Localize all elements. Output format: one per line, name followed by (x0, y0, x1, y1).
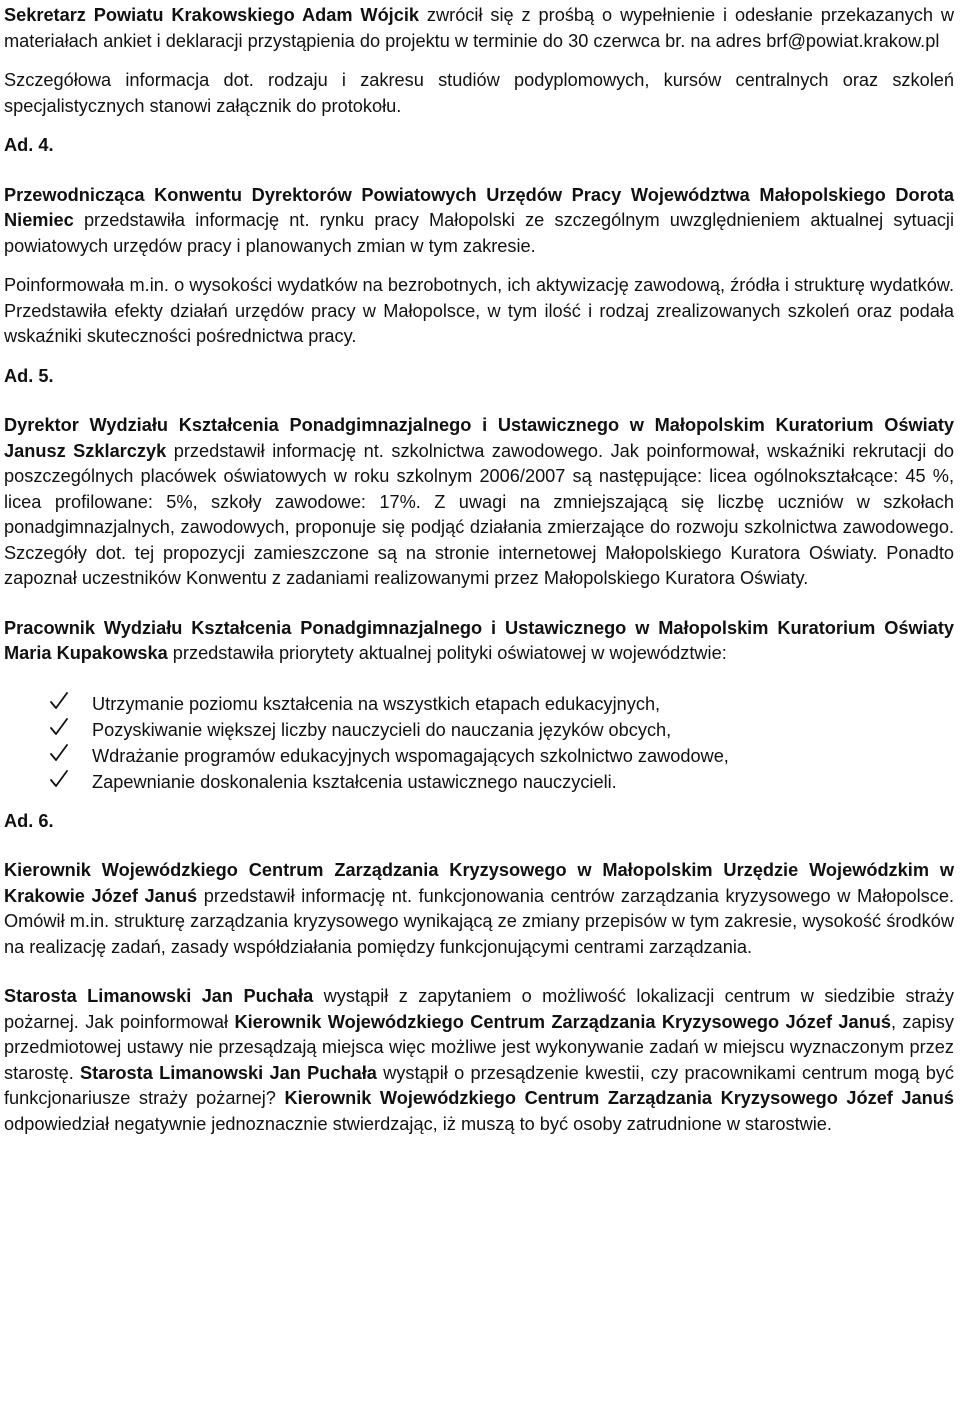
speaker-name: Starosta Limanowski Jan Puchała (80, 1062, 377, 1083)
paragraph-text: zwrócił się z prośbą o wypełnienie i odesłanie przekazanych w materiałach ankiet i deklaracji przystąpienia do projektu w terminie do 30 czerwca br. na adres brf@powiat.krakow.pl (4, 5, 954, 51)
paragraph-discussion (4, 984, 954, 1137)
checkmark-icon (50, 717, 72, 741)
paragraph-crisis-management (4, 858, 954, 960)
paragraph-details: Szczegółowa informacja dot. rodzaju i zakresu studiów podyplomowych, kursów centralnych oraz szkoleń specjalistycznych stanowi załącznik do protokołu. (4, 70, 954, 116)
list-item (50, 691, 954, 717)
speaker-name: Starosta Limanowski Jan Puchała (4, 986, 314, 1006)
paragraph-text: przedstawił informację nt. szkolnictwa zawodowego. Jak poinformował, wskaźniki rekrutacji do poszczególnych placówek oświatowych w roku szkolnym 2006/2007 są następujące: licea ogólnokształcące: 45 %, licea profilowane: 5%, szkoły zawodowe: 17%. Z uwagi na zmniejszającą się liczbę uczniów w szkołach ponadgimnazjalnych, zawodowych, proponuje się podjąć działania zmierzające do rozwoju szkolnictwa zawodowego. Szczegóły dot. tej propozycji zamieszczone są na stronie internetowej Małopolskiego Kuratora Oświaty. Ponadto zapoznał uczestników Konwentu z zadaniami realizowanymi przez Małopolskiego Kuratora Oświaty. (4, 440, 954, 588)
paragraph-text: , zapisy przedmiotowej ustawy nie przesądzają miejsca więc możliwe jest wykonywanie zadań w miejscu wyznaczonym przez starostę. (4, 1011, 954, 1083)
paragraph-text: przedstawiła informację nt. rynku pracy Małopolski ze szczególnym uwzględnieniem aktualnej sytuacji powiatowych urzędów pracy i planowanych zmian w tym zakresie. (4, 210, 954, 256)
paragraph-text: przedstawiła priorytety aktualnej polityki oświatowej w województwie: (167, 643, 727, 663)
paragraph-text: wystąpił o przesądzenie kwestii, czy pracownikami centrum mogą być funkcjonariusze straży pożarnej? (4, 1062, 955, 1108)
list-item-text: Utrzymanie poziomu kształcenia na wszystkich etapach edukacyjnych, (92, 693, 661, 714)
list-item-text: Wdrażanie programów edukacyjnych wspomagających szkolnictwo zawodowe, (92, 745, 729, 766)
list-item (50, 743, 954, 769)
speaker-name: Dyrektor Wydziału Kształcenia Ponadgimnazjalnego i Ustawicznego w Małopolskim Kuratorium Oświaty Janusz Szklarczyk (4, 415, 954, 461)
paragraph-text: przedstawił informację nt. funkcjonowania centrów zarządzania kryzysowego w Małopolsce. Omówił m.in. strukturę zarządzania kryzysowego wynikającą ze zmiany przepisów w tym zakresie, wysokość środków na realizację zadań, zasady współdziałania pomiędzy funkcjonującymi centrami zarządzania. (4, 885, 955, 957)
section-heading-ad4: Ad. 4. (4, 135, 54, 155)
list-item-text: Pozyskiwanie większej liczby nauczycieli do nauczania języków obcych, (92, 719, 672, 740)
list-item (50, 769, 954, 795)
paragraph-text: wystąpił z zapytaniem o możliwość lokalizacji centrum w siedzibie straży pożarnej. Jak poinformował (4, 986, 955, 1032)
speaker-name: Pracownik Wydziału Kształcenia Ponadgimnazjalnego i Ustawicznego w Małopolskim Kuratorium Oświaty Maria Kupakowska (4, 617, 954, 663)
section-heading-ad6: Ad. 6. (4, 810, 54, 831)
checkmark-icon (50, 691, 72, 715)
list-item (50, 717, 954, 743)
speaker-name: Przewodnicząca Konwentu Dyrektorów Powiatowych Urzędów Pracy Województwa Małopolskiego Dorota Niemiec (4, 184, 954, 230)
paragraph-education-priorities (4, 616, 954, 667)
speaker-name: Kierownik Wojewódzkiego Centrum Zarządzania Kryzysowego Józef Januś (284, 1088, 954, 1108)
list-item-text: Zapewnianie doskonalenia kształcenia ustawicznego nauczycieli. (92, 771, 617, 792)
priorities-list (4, 691, 954, 795)
paragraph-labor-office (4, 183, 954, 260)
document-page (0, 3, 959, 1137)
speaker-name: Kierownik Wojewódzkiego Centrum Zarządzania Kryzysowego w Małopolskim Urzędzie Wojewódzkim w Krakowie Józef Januś (4, 860, 954, 906)
paragraph-expenses: Poinformowała m.in. o wysokości wydatków na bezrobotnych, ich aktywizację zawodową, źródła i strukturę wydatków. Przedstawiła efekty działań urzędów pracy w Małopolsce, w tym ilość i rodzaj zrealizowanych szkoleń oraz podała wskaźniki skuteczności pośrednictwa pracy. (4, 275, 954, 346)
speaker-name: Sekretarz Powiatu Krakowskiego Adam Wójcik (4, 5, 420, 25)
paragraph-secretary (4, 3, 954, 54)
speaker-name: Kierownik Wojewódzkiego Centrum Zarządzania Kryzysowego Józef Januś (234, 1011, 891, 1032)
paragraph-vocational-education (4, 413, 954, 592)
checkmark-icon (50, 769, 72, 793)
paragraph-text: odpowiedział negatywnie jednoznacznie stwierdzając, iż muszą to być osoby zatrudnione w starostwie. (4, 1113, 832, 1134)
section-heading-ad5: Ad. 5. (4, 365, 54, 386)
checkmark-icon (50, 743, 72, 767)
